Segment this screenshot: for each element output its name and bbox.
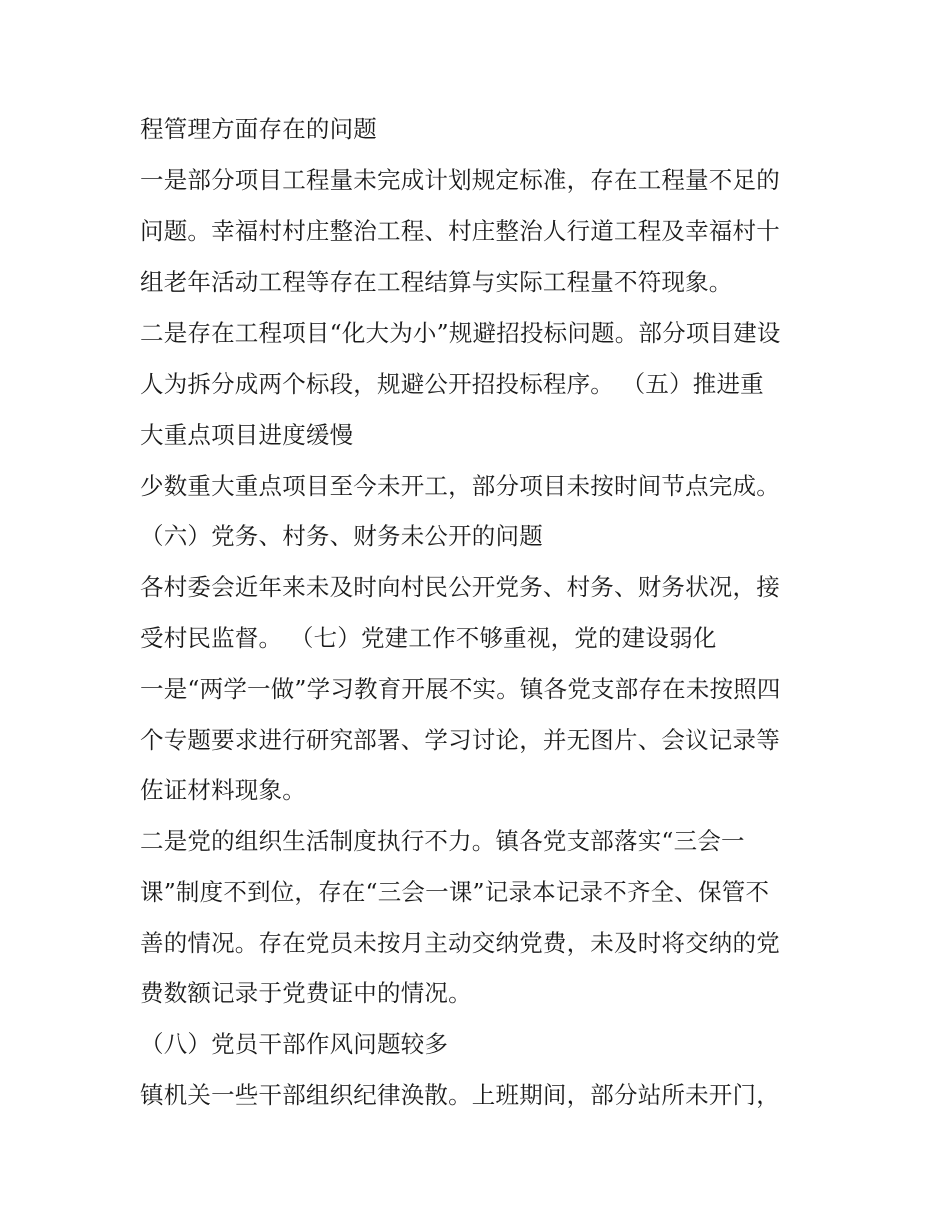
text-line: 少数重大重点项目至今未开工，部分项目未按时间节点完成。 xyxy=(140,472,780,500)
text-line: 组老年活动工程等存在工程结算与实际工程量不符现象。 xyxy=(140,268,733,296)
text-line: 人为拆分成两个标段，规避公开招投标程序。 （五）推进重 xyxy=(140,370,764,398)
text-line: 镇机关一些干部组织纪律涣散。上班期间，部分站所未开门， xyxy=(140,1081,780,1109)
text-line: 个专题要求进行研究部署、学习讨论，并无图片、会议记录等 xyxy=(140,726,780,754)
text-line: 问题。幸福村村庄整治工程、村庄整治人行道工程及幸福村十 xyxy=(140,217,780,245)
text-line: 课”制度不到位，存在“三会一课”记录本记录不齐全、保管不 xyxy=(140,878,770,906)
text-line: 一是“两学一做”学习教育开展不实。镇各党支部存在未按照四 xyxy=(140,675,781,703)
text-line: 受村民监督。 （七）党建工作不够重视，党的建设弱化 xyxy=(140,624,717,652)
text-line: 大重点项目进度缓慢 xyxy=(140,421,354,449)
text-line: （六）党务、村务、财务未公开的问题 xyxy=(140,522,543,550)
text-line: 程管理方面存在的问题 xyxy=(140,115,377,143)
text-line: 各村委会近年来未及时向村民公开党务、村务、财务状况，接 xyxy=(140,573,780,601)
text-line: 二是党的组织生活制度执行不力。镇各党支部落实“三会一 xyxy=(140,827,745,855)
text-line: 善的情况。存在党员未按月主动交纳党费，未及时将交纳的党 xyxy=(140,929,780,957)
text-line: （八）党员干部作风问题较多 xyxy=(140,1030,449,1058)
text-line: 一是部分项目工程量未完成计划规定标准，存在工程量不足的 xyxy=(140,166,780,194)
text-line: 二是存在工程项目“化大为小”规避招投标问题。部分项目建设 xyxy=(140,319,781,347)
text-line: 佐证材料现象。 xyxy=(140,776,306,804)
text-line: 费数额记录于党费证中的情况。 xyxy=(140,979,472,1007)
